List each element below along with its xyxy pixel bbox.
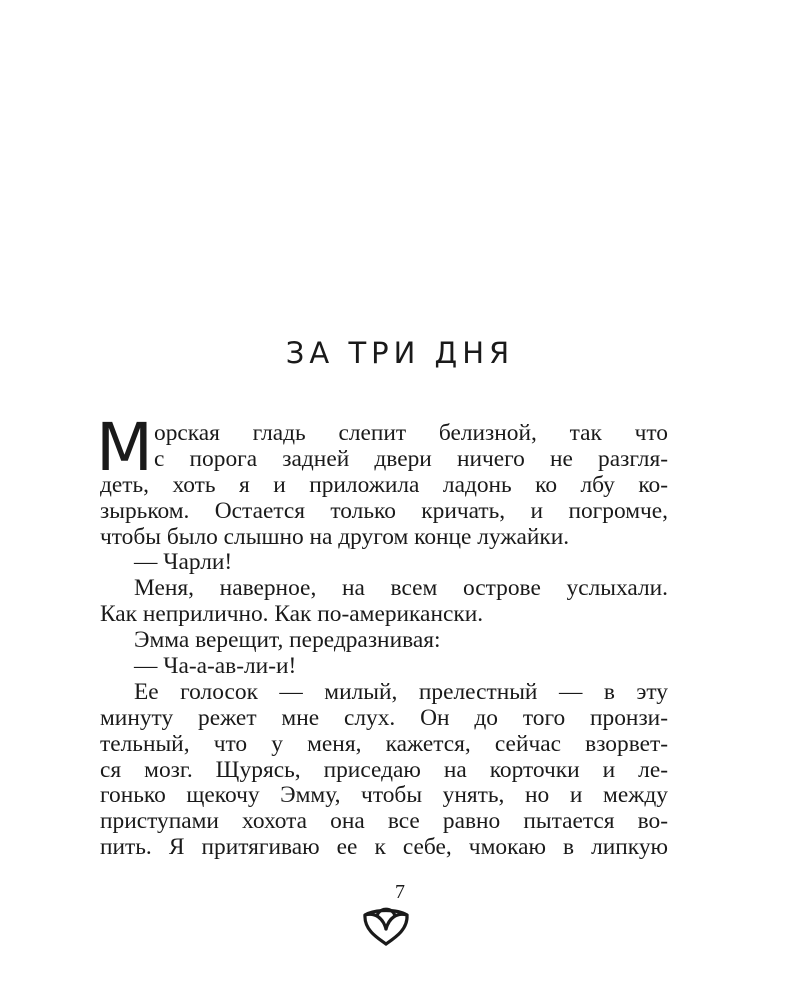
drop-cap: М: [96, 409, 153, 486]
chapter-title: ЗА ТРИ ДНЯ: [285, 336, 515, 370]
body-text: [96, 409, 668, 861]
text-line: Как неприлично. Как по-американски.: [100, 601, 484, 628]
text-line: гонько щекочу Эмму, чтобы унять, но и между: [100, 782, 668, 809]
text-line: чтобы было слышно на другом конце лужайки.: [100, 523, 570, 550]
triquetra-icon: [361, 905, 411, 947]
text-line: пить. Я притягиваю ее к себе, чмокаю в липкую: [100, 834, 668, 861]
text-line: зырьком. Остается только кричать, и погромче,: [100, 497, 668, 524]
text-line: Меня, наверное, на всем острове услыхали.: [134, 575, 668, 602]
text-line: ся мозг. Щурясь, приседаю на корточки и ле-: [100, 756, 668, 783]
page-number: 7: [395, 881, 405, 903]
text-line: Эмма верещит, передразнивая:: [134, 627, 441, 654]
text-line: деть, хоть я и приложила ладонь ко лбу ко-: [100, 471, 668, 498]
text-line: — Чарли!: [134, 549, 233, 576]
text-line: с порога задней двери ничего не разгля-: [154, 445, 668, 472]
text-line: орская гладь слепит белизной, так что: [154, 420, 668, 446]
text-line: — Ча-а-ав-ли-и!: [134, 653, 297, 680]
text-line: приступами хохота она все равно пытается во-: [100, 808, 668, 835]
text-line: минуту режет мне слух. Он до того пронзи-: [100, 704, 668, 731]
text-line: Ее голосок — милый, прелестный — в эту: [134, 678, 668, 705]
text-line: тельный, что у меня, кажется, сейчас взорвет-: [100, 730, 668, 757]
